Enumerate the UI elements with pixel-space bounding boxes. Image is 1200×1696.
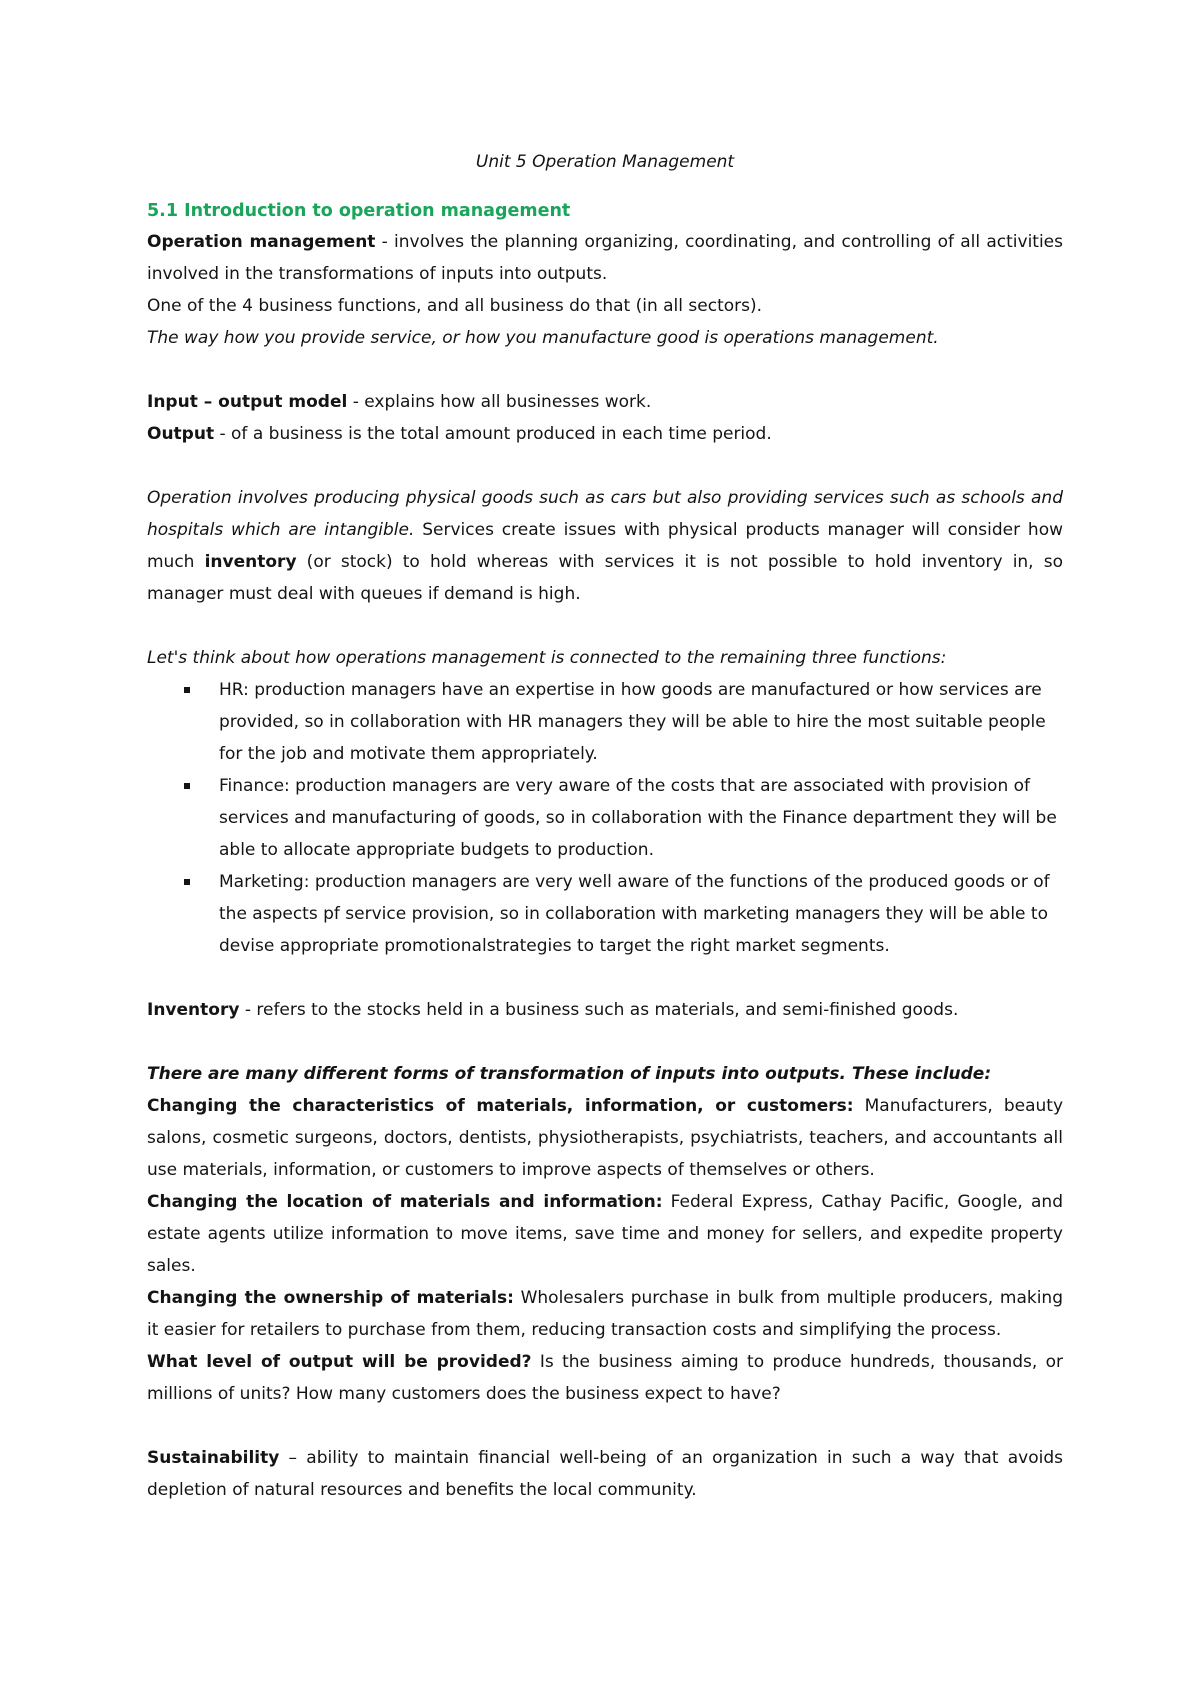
transformation-item: Changing the characteristics of materials, information, or customers: Manufacturers, beauty salons, cosmetic surgeons, doctors, dentists, physiotherapists, psychiatrists, teachers, and accountants all use materials, information, or customers to improve aspects of themselves or others. — [147, 1096, 1064, 1180]
list-item-hr: HR: production managers have an expertise in how goods are manufactured or how services are provided, so in collaboration with HR managers they will be able to hire the most suitable people for the job and motivate them appropriately. — [219, 674, 1063, 770]
business-functions-line: One of the 4 business functions, and all business do that (in all sectors). — [147, 296, 763, 316]
definition-text: - explains how all businesses work. — [347, 392, 652, 412]
functions-intro: Let's think about how operations management is connected to the remaining three functions: — [147, 648, 947, 668]
term-input-output: Input – output model — [147, 392, 348, 412]
definition-text: - of a business is the total amount produced in each time period. — [214, 424, 772, 444]
functions-list — [147, 674, 1063, 962]
term-inventory: Inventory — [147, 1000, 240, 1020]
definition-text: - refers to the stocks held in a business such as materials, and semi-finished goods. — [239, 1000, 959, 1020]
operation-management-definition — [147, 226, 1063, 290]
transformation-item: Changing the ownership of materials: Wholesalers purchase in bulk from multiple producers, making it easier for retailers to purchase from them, reducing transaction costs and simplifying the process. — [147, 1288, 1063, 1340]
input-output-definition — [147, 386, 1063, 418]
transformation-intro: There are many different forms of transformation of inputs into outputs. These include: — [147, 1064, 992, 1084]
transformation-item: What level of output will be provided? Is the business aiming to produce hundreds, thousands, or millions of units? How many customers does the business expect to have? — [147, 1352, 1064, 1404]
operation-paragraph — [147, 482, 1063, 610]
operation-text-1: Services create issues with physical products manager will consider how much — [147, 520, 1063, 572]
document-content — [147, 146, 1063, 1506]
operations-summary-line: The way how you provide service, or how you manufacture good is operations management. — [147, 328, 939, 348]
output-definition — [147, 418, 1063, 450]
term-sustainability: Sustainability — [147, 1448, 280, 1468]
definition-text: - involves the planning organizing, coordinating, and controlling of all activities involved in the transformations of inputs into outputs. — [147, 232, 1063, 284]
page-title: Unit 5 Operation Management — [475, 152, 735, 172]
term-inventory-inline: inventory — [204, 552, 297, 572]
operation-text-2: (or stock) to hold whereas with services it is not possible to hold inventory in, so manager must deal with queues if demand is high. — [147, 552, 1063, 604]
section-heading: 5.1 Introduction to operation management — [147, 201, 571, 221]
term-operation-management: Operation management — [147, 232, 376, 252]
operation-italic-text: Operation involves producing physical goods such as cars but also providing services such as schools and hospitals which are intangible. — [147, 488, 1063, 540]
transformation-item: Changing the location of materials and information: Federal Express, Cathay Pacific, Google, and estate agents utilize information to move items, save time and money for sellers, and expedite property sales. — [147, 1192, 1063, 1276]
list-item-finance: Finance: production managers are very aware of the costs that are associated with provision of services and manufacturing of goods, so in collaboration with the Finance department they will be able to allocate appropriate budgets to production. — [219, 770, 1063, 866]
sustainability-definition — [147, 1442, 1063, 1506]
definition-text: – ability to maintain financial well-being of an organization in such a way that avoids depletion of natural resources and benefits the local community. — [147, 1448, 1063, 1500]
inventory-definition — [147, 994, 1063, 1026]
list-item-marketing: Marketing: production managers are very well aware of the functions of the produced goods or of the aspects pf service provision, so in collaboration with marketing managers they will be able to devise appropriate promotionalstrategies to target the right market segments. — [219, 866, 1063, 962]
term-output: Output — [147, 424, 215, 444]
